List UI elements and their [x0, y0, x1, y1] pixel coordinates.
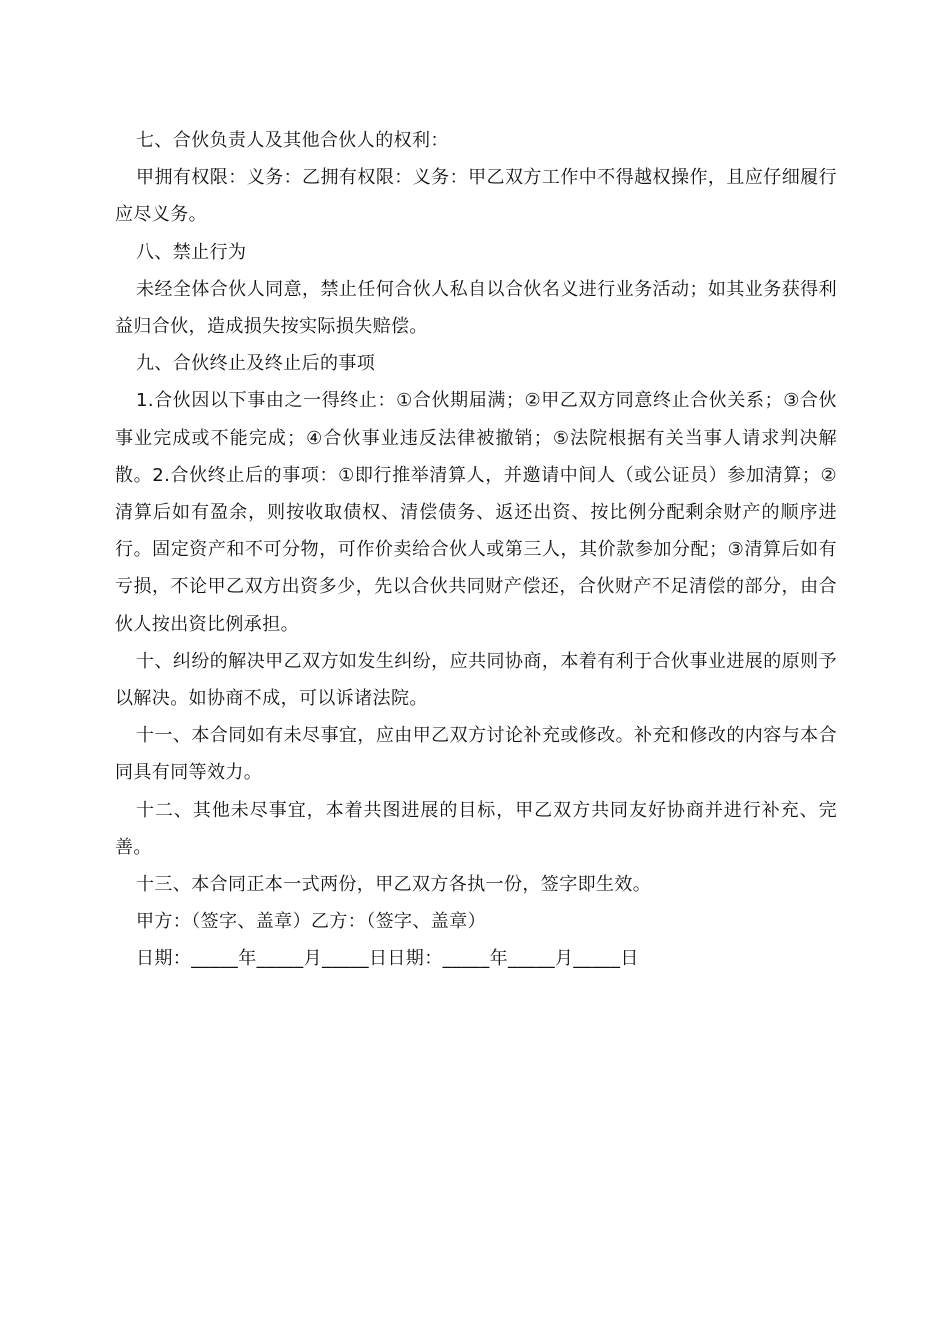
section-11-paragraph: 十一、本合同如有未尽事宜，应由甲乙双方讨论补充或修改。补充和修改的内容与本合同具有同等效力。 [115, 725, 837, 784]
section-10-paragraph: 十、纠纷的解决甲乙双方如发生纠纷，应共同协商，本着有利于合伙事业进展的原则予以解决。如协商不成，可以诉诸法院。 [115, 650, 837, 710]
date-line: 日期：_____年_____月_____日日期：_____年_____月_____日 [136, 948, 639, 970]
section-12-paragraph: 十二、其他未尽事宜，本着共图进展的目标，甲乙双方共同友好协商并进行补充、完善。 [115, 799, 837, 858]
section-8-body: 未经全体合伙人同意，禁止任何合伙人私自以合伙名义进行业务活动；如其业务获得利益归合伙，造成损失按实际损失赔偿。 [115, 278, 837, 338]
section-9-heading: 九、合伙终止及终止后的事项 [136, 353, 376, 375]
signature-line: 甲方：（签字、盖章）乙方：（签字、盖章） [136, 911, 486, 933]
section-9-body: 1.合伙因以下事由之一得终止：①合伙期届满；②甲乙双方同意终止合伙关系；③合伙事业完成或不能完成；④合伙事业违反法律被撤销；⑤法院根据有关当事人请求判决解散。2.合伙终止后的事项：①即行推举清算人，并邀请中间人（或公证员）参加清算；②清算后如有盈余，则按收取债权、清偿债务、返还出资、按比例分配剩余财产的顺序进行。固定资产和不可分物，可作价卖给合伙人或第三人，其价款参加分配；③清算后如有亏损，不论甲乙双方出资多少，先以合伙共同财产偿还，合伙财产不足清偿的部分，由合伙人按出资比例承担。 [115, 390, 837, 635]
section-8-heading: 八、禁止行为 [136, 241, 247, 263]
section-7-body: 甲拥有权限：义务：乙拥有权限：义务：甲乙双方工作中不得越权操作，且应仔细履行应尽义务。 [115, 167, 837, 226]
document-body [115, 122, 837, 978]
section-7-heading: 七、合伙负责人及其他合伙人的权利： [136, 130, 449, 151]
section-13-paragraph: 十三、本合同正本一式两份，甲乙双方各执一份，签字即生效。 [136, 874, 652, 896]
